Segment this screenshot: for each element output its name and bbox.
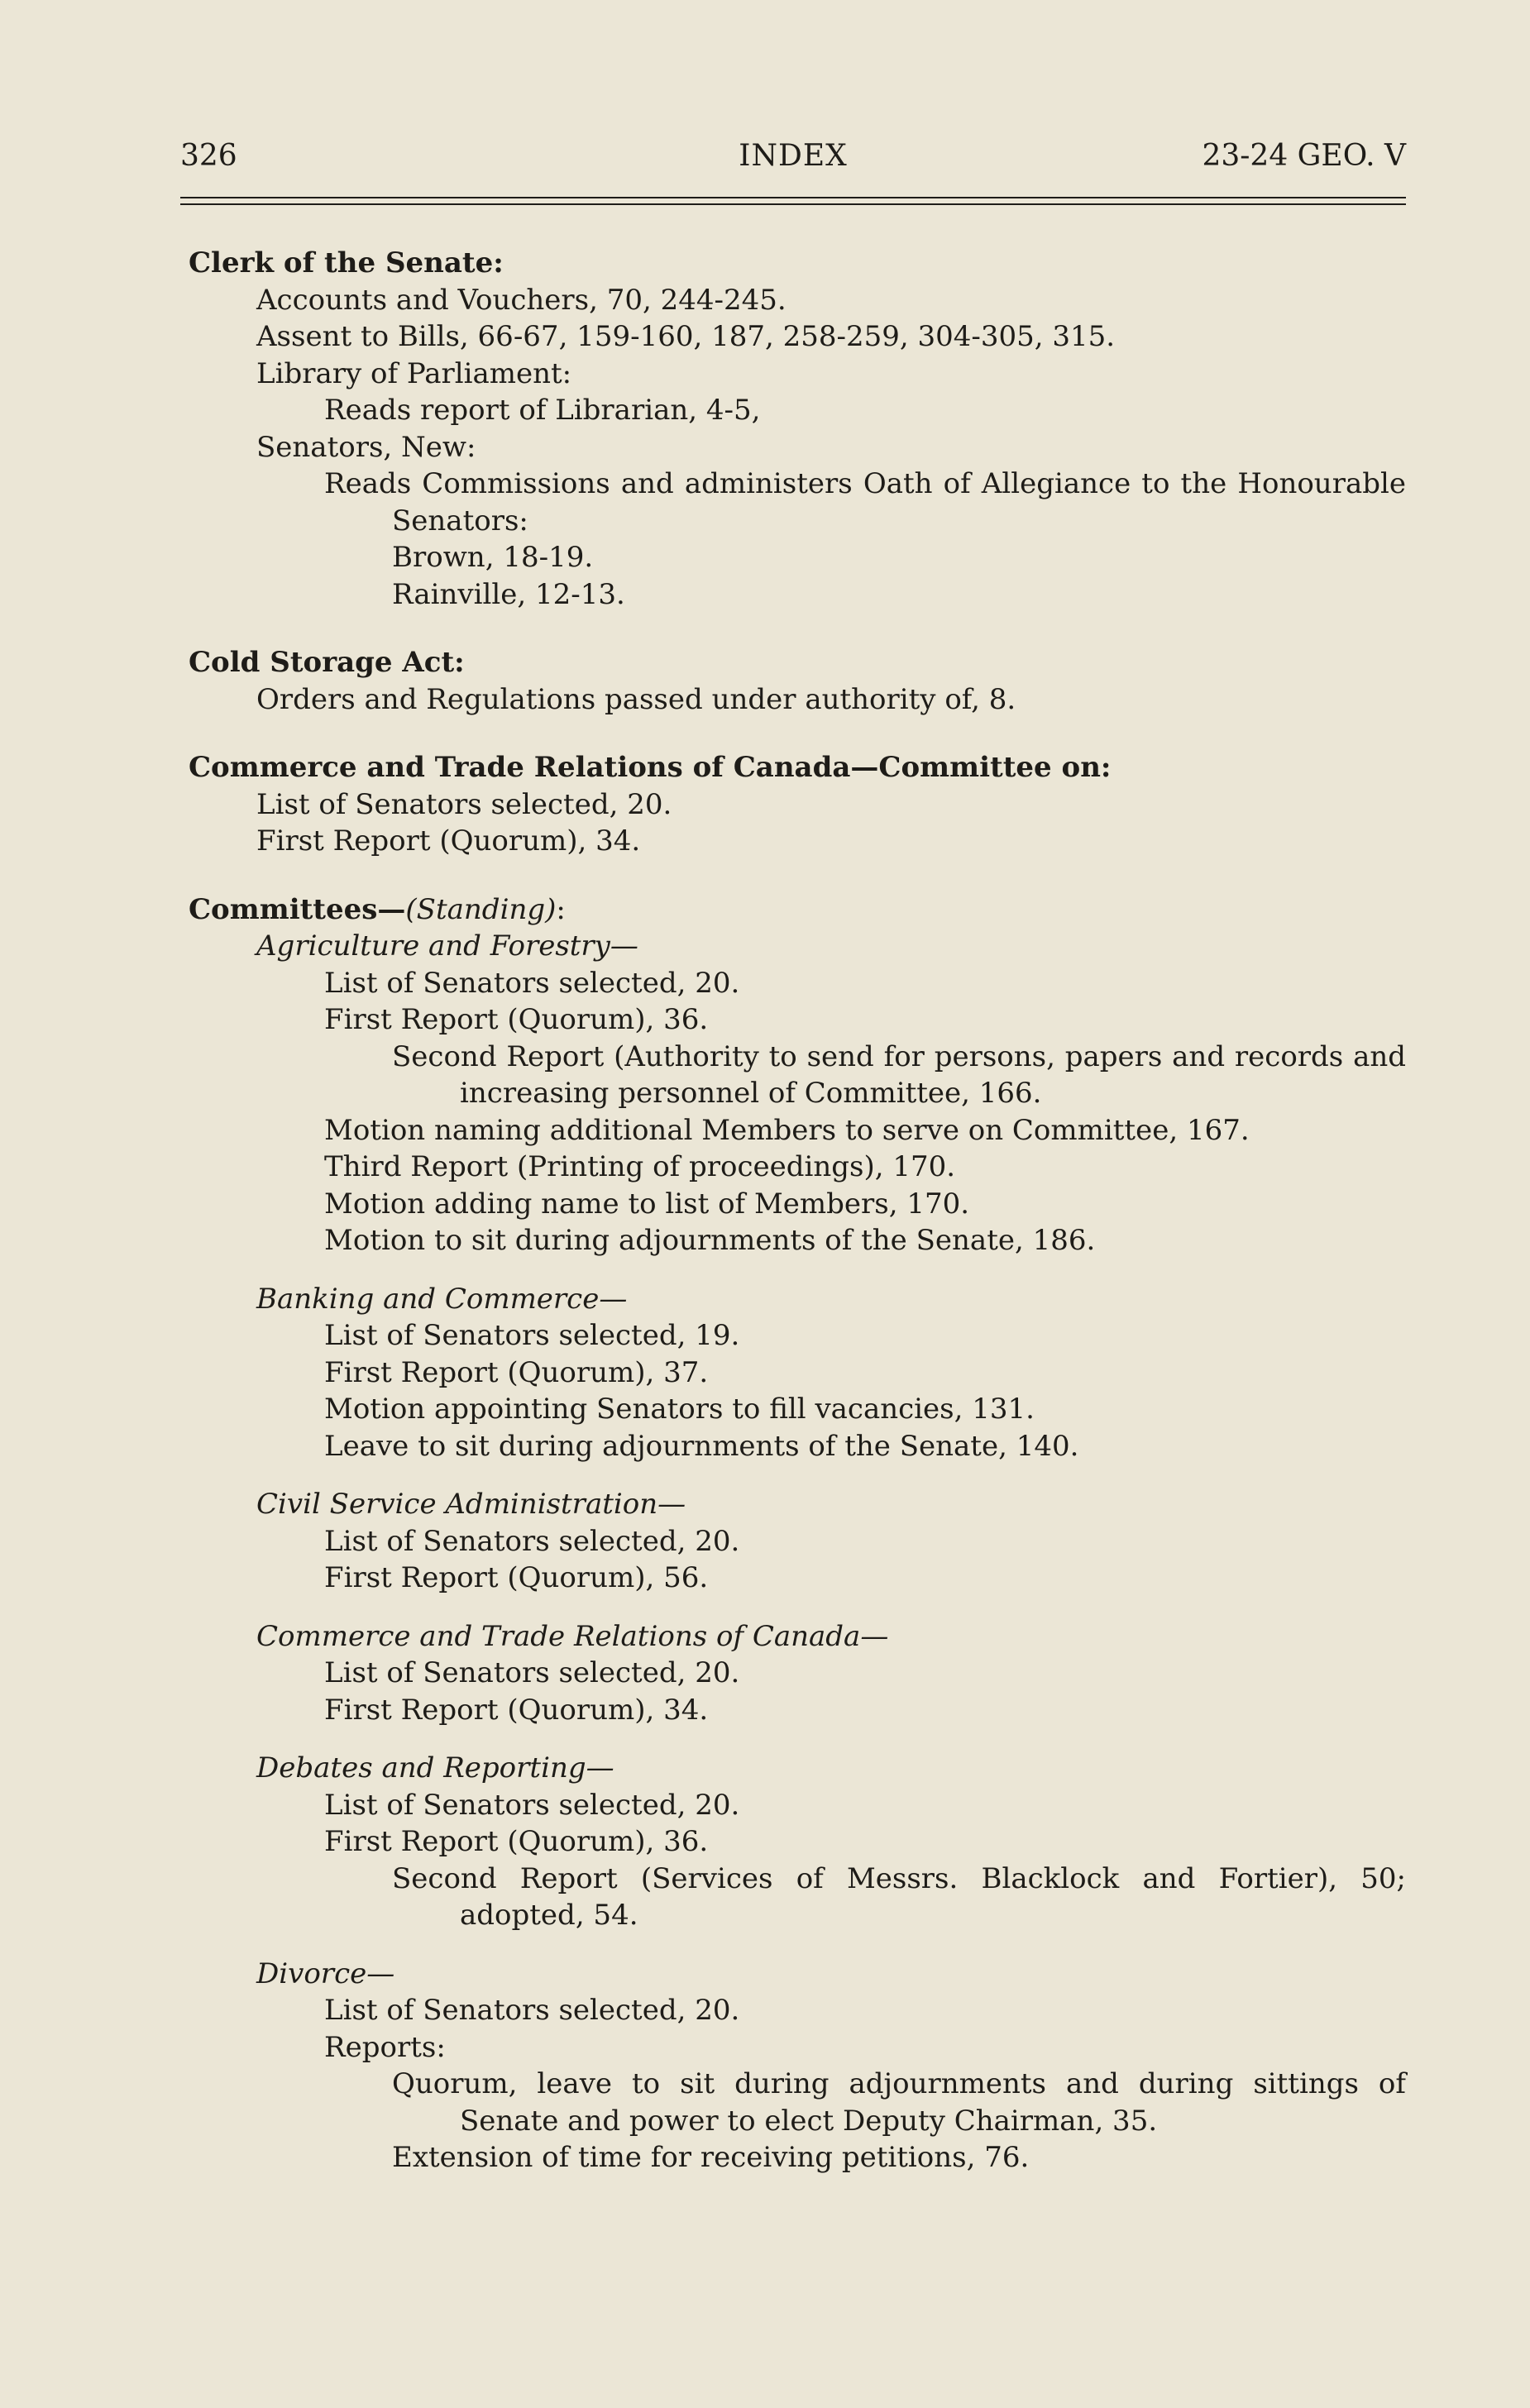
entry-commerce-trade-relations — [189, 749, 1406, 860]
entry-line: List of Senators selected, 20. — [324, 1788, 740, 1822]
entry-line: Rainville, 12-13. — [392, 577, 625, 611]
header-double-rule — [180, 197, 1406, 205]
entry-line: List of Senators selected, 20. — [324, 966, 740, 1000]
entry-line: First Report (Quorum), 37. — [324, 1355, 709, 1389]
entry-line: Extension of time for receiving petitions, 76. — [392, 2141, 1030, 2174]
entry-heading: Commerce and Trade Relations of Canada—Committee on: — [189, 751, 1112, 784]
committee-commerce-trade — [189, 1618, 1406, 1729]
entry-line: Accounts and Vouchers, 70, 244-245. — [256, 283, 787, 317]
entry-line: First Report (Quorum), 36. — [324, 1825, 709, 1858]
entry-line: Motion to sit during adjournments of the Senate, 186. — [324, 1224, 1096, 1257]
page-title: INDEX — [739, 139, 848, 173]
entry-line: First Report (Quorum), 36. — [324, 1003, 709, 1036]
entry-line: Motion adding name to list of Members, 170. — [324, 1187, 970, 1221]
entry-line: Second Report (Services of Messrs. Blacklock and Fortier), 50; adopted, 54. — [392, 1861, 1406, 1932]
page-header — [180, 139, 1406, 180]
entry-line: Assent to Bills, 66-67, 159-160, 187, 258-259, 304-305, 315. — [256, 320, 1116, 353]
entry-line: Library of Parliament: — [256, 356, 572, 390]
entry-line: List of Senators selected, 19. — [324, 1319, 740, 1352]
committee-agriculture — [189, 928, 1406, 1259]
entry-cold-storage-act — [189, 644, 1406, 718]
entry-line: Motion naming additional Members to serve on Committee, 167. — [324, 1113, 1250, 1147]
entry-clerk-of-the-senate — [189, 245, 1406, 613]
committee-title: Civil Service Administration— — [256, 1488, 686, 1521]
entry-line: List of Senators selected, 20. — [324, 1524, 740, 1558]
entry-line: List of Senators selected, 20. — [324, 1656, 740, 1689]
entry-line: First Report (Quorum), 56. — [324, 1561, 709, 1594]
entry-line: List of Senators selected, 20. — [324, 1994, 740, 2027]
committee-title: Debates and Reporting— — [256, 1751, 614, 1784]
committee-title: Commerce and Trade Relations of Canada— — [256, 1619, 889, 1653]
entry-line: Second Report (Authority to send for persons, papers and records and increasing personnel of Committee, 166. — [392, 1039, 1406, 1110]
entry-line: Reads Commissions and administers Oath of Allegiance to the Honourable Senators: — [324, 467, 1406, 538]
entry-heading: Committees—(Standing): — [189, 892, 566, 926]
index-content — [189, 245, 1406, 2208]
entry-heading: Cold Storage Act: — [189, 646, 465, 679]
entry-heading: Clerk of the Senate: — [189, 246, 504, 280]
entry-line: First Report (Quorum), 34. — [324, 1693, 709, 1727]
committee-banking — [189, 1281, 1406, 1465]
committee-title: Divorce— — [256, 1956, 395, 1990]
entry-line: List of Senators selected, 20. — [256, 787, 672, 821]
entry-committees — [189, 891, 1406, 2176]
entry-line: Third Report (Printing of proceedings), 170. — [324, 1150, 956, 1183]
entry-line: Orders and Regulations passed under authority of, 8. — [256, 682, 1016, 716]
entry-line: Leave to sit during adjournments of the Senate, 140. — [324, 1429, 1079, 1463]
committee-divorce — [189, 1956, 1406, 2176]
page-number: 326 — [180, 139, 237, 173]
committee-civil-service — [189, 1486, 1406, 1597]
entry-line: First Report (Quorum), 34. — [256, 824, 641, 858]
regnal-year: 23-24 GEO. V — [1202, 139, 1406, 173]
entry-line: Reads report of Librarian, 4-5, — [324, 394, 761, 427]
entry-line: Motion appointing Senators to fill vacancies, 131. — [324, 1393, 1035, 1426]
committee-debates — [189, 1750, 1406, 1934]
entry-line: Quorum, leave to sit during adjournments and during sittings of Senate and power to elect Deputy Chairman, 35. — [392, 2067, 1406, 2138]
committee-title: Banking and Commerce— — [256, 1282, 628, 1316]
entry-line: Reports: — [324, 2030, 446, 2064]
entry-line: Brown, 18-19. — [392, 541, 594, 574]
entry-line: Senators, New: — [256, 430, 476, 464]
committee-title: Agriculture and Forestry— — [256, 929, 638, 963]
